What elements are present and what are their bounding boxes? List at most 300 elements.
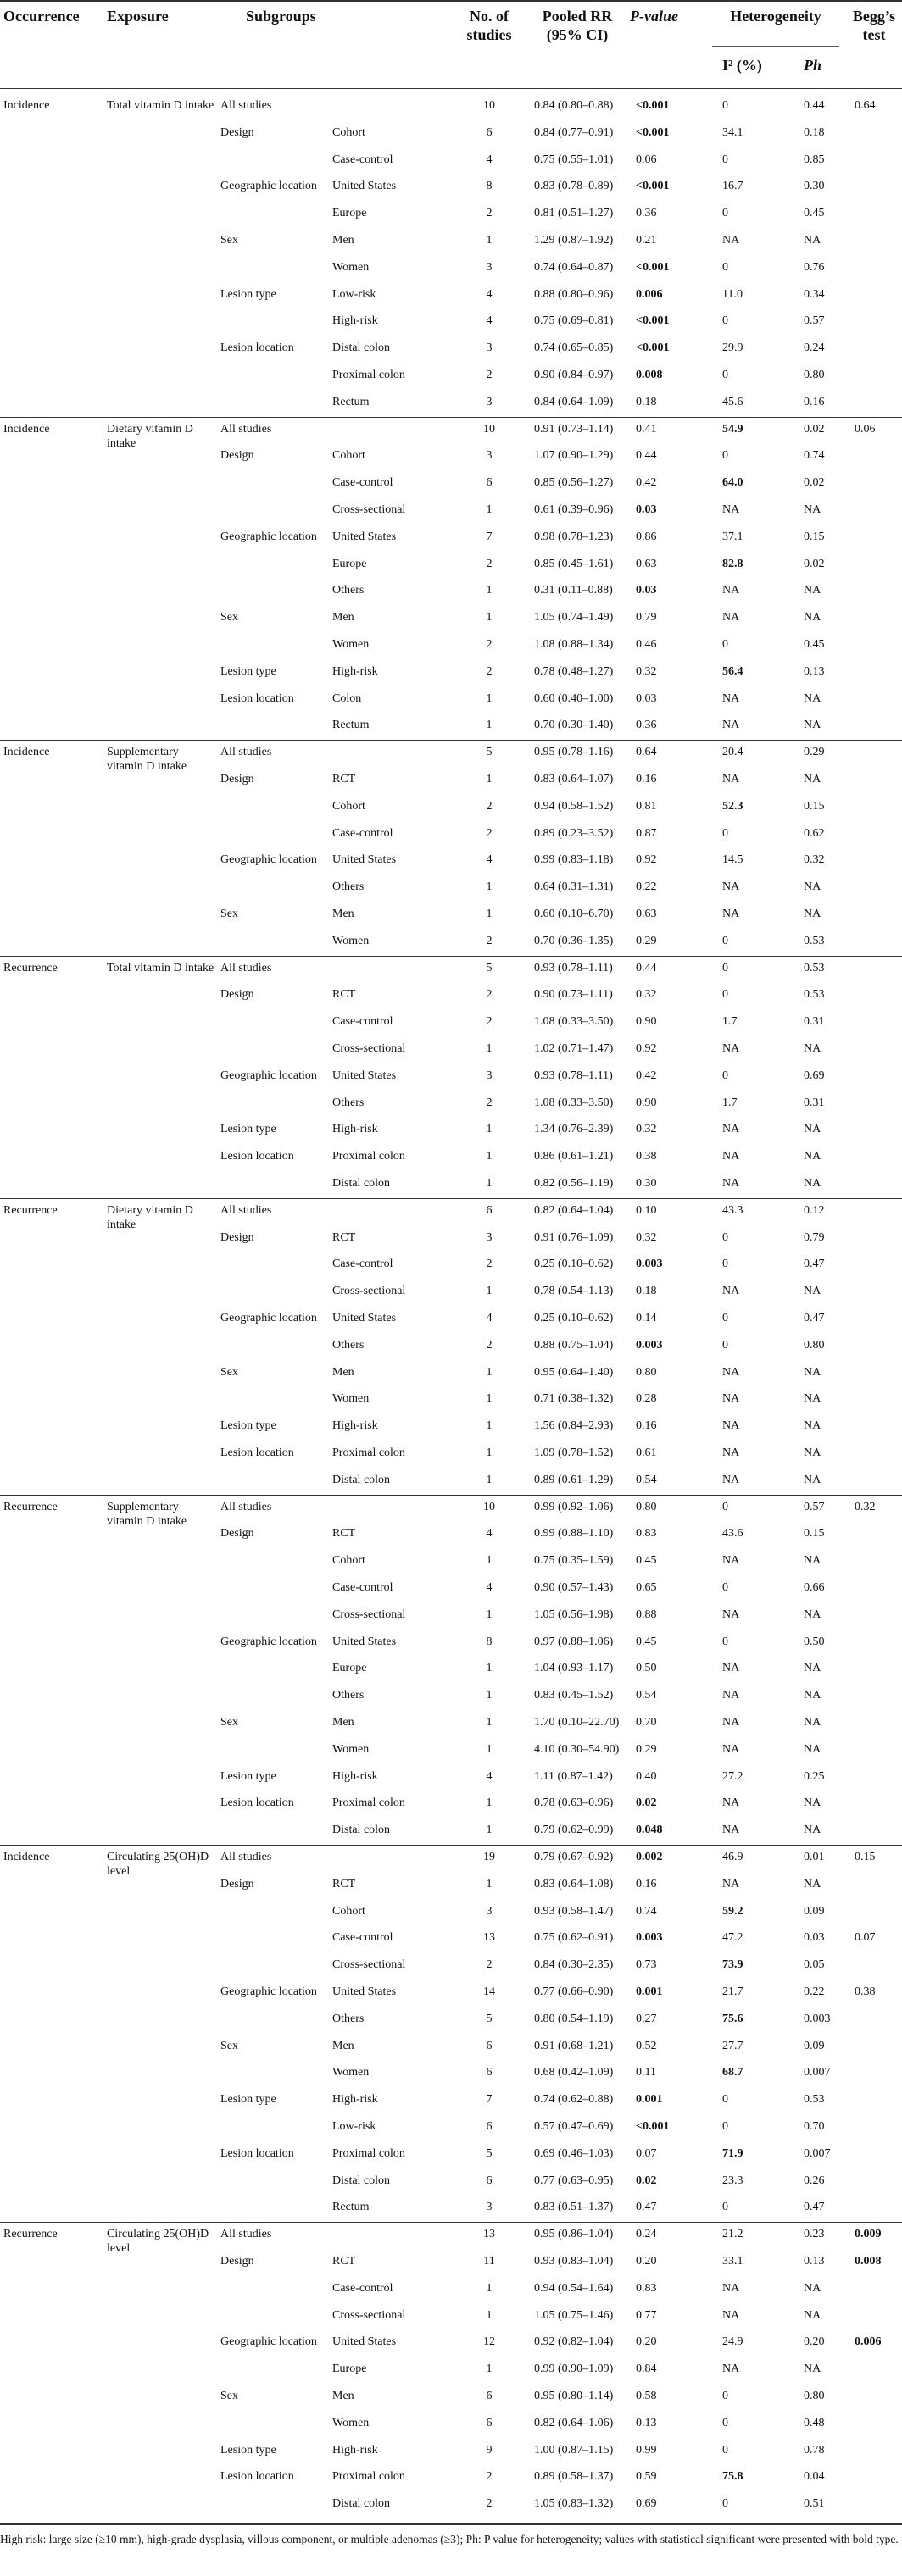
ph-value: NA [804, 584, 821, 597]
ph-value: NA [804, 1042, 821, 1055]
study-count: 7 [486, 530, 493, 543]
ph-value: NA [804, 1689, 821, 1702]
subgroup-name: Women [332, 2416, 370, 2429]
ph-value: NA [804, 2362, 821, 2376]
ph-value: NA [804, 880, 821, 894]
i2-value: 0 [722, 2390, 728, 2402]
ph-value: NA [804, 503, 821, 516]
pooled-rr: 0.89 (0.61–1.29) [534, 1473, 614, 1486]
study-count: 4 [486, 314, 493, 328]
group-separator [0, 417, 902, 418]
ph-value: 0.02 [804, 476, 825, 490]
pooled-rr: 0.84 (0.77–0.91) [534, 125, 614, 139]
p-value: 0.048 [636, 1824, 663, 1837]
group-separator [0, 740, 902, 741]
i2-value: 0 [722, 369, 728, 381]
subgroup-name: Men [332, 1716, 354, 1729]
subgroup-name: Case-control [332, 153, 393, 166]
i2-value: NA [722, 1285, 740, 1298]
ph-value: NA [804, 1446, 821, 1459]
study-count: 1 [486, 1177, 493, 1190]
pooled-rr: 0.83 (0.78–0.89) [534, 180, 614, 193]
study-count: 1 [486, 2308, 493, 2322]
subgroup-name: Proximal colon [332, 1150, 405, 1163]
subgroup-name: Proximal colon [332, 2146, 405, 2160]
subgroup-name: Europe [332, 1662, 367, 1675]
study-count: 4 [486, 1312, 493, 1324]
ph-value: 0.25 [804, 1769, 825, 1783]
i2-value: 75.8 [722, 2470, 743, 2484]
subgroup-name: Rectum [332, 395, 370, 408]
pooled-rr: 0.78 (0.54–1.13) [534, 1285, 614, 1298]
p-value: 0.42 [636, 1069, 657, 1082]
header-i2 [722, 56, 762, 75]
pooled-rr: 0.57 (0.47–0.69) [534, 2120, 614, 2133]
ph-value: NA [804, 1662, 821, 1675]
study-count: 6 [486, 2174, 493, 2187]
i2-value: 0 [722, 2201, 728, 2214]
subgroup-category: Sex [220, 2039, 238, 2052]
pooled-rr: 0.91 (0.68–1.21) [534, 2039, 614, 2052]
i2-value: 34.1 [722, 125, 743, 139]
p-value: 0.32 [636, 1230, 657, 1244]
study-count: 4 [486, 153, 493, 166]
subgroup-name: Distal colon [332, 341, 391, 355]
study-count: 4 [486, 1527, 493, 1541]
i2-value: 73.9 [722, 1958, 743, 1972]
subgroup-category: All studies [220, 99, 272, 112]
subgroup-name: Men [332, 2039, 354, 2052]
study-count: 8 [486, 180, 493, 193]
i2-value: NA [722, 1554, 740, 1568]
pooled-rr: 0.83 (0.64–1.07) [534, 773, 614, 786]
i2-value: NA [722, 1662, 740, 1675]
i2-value: NA [722, 691, 740, 705]
pooled-rr: 0.93 (0.78–1.11) [534, 1069, 613, 1082]
subgroup-category: All studies [220, 1851, 272, 1863]
pooled-rr: 0.99 (0.90–1.09) [534, 2362, 614, 2376]
ph-value: NA [804, 2281, 821, 2295]
group-separator [0, 1845, 902, 1846]
study-count: 10 [483, 99, 495, 112]
ph-value: 0.15 [804, 799, 825, 813]
p-value: 0.13 [636, 2416, 657, 2429]
pooled-rr: 1.02 (0.71–1.47) [534, 1042, 614, 1055]
i2-value: NA [722, 1689, 740, 1702]
pooled-rr: 0.25 (0.10–0.62) [534, 1312, 614, 1324]
p-value: 0.84 [636, 2362, 657, 2376]
ph-value: NA [804, 1365, 821, 1379]
subgroup-name: Distal colon [332, 1177, 391, 1190]
p-value: 0.81 [636, 799, 657, 813]
study-count: 1 [486, 1446, 493, 1459]
group-exposure: Total vitamin D intake [107, 99, 214, 112]
subgroup-category: Lesion type [220, 1419, 276, 1433]
i2-value: 27.2 [722, 1769, 743, 1783]
subgroup-name: Women [332, 1392, 370, 1406]
pooled-rr: 0.82 (0.64–1.06) [534, 2416, 614, 2429]
study-count: 5 [486, 961, 493, 974]
ph-value: NA [804, 1796, 821, 1810]
subgroup-category: Design [220, 773, 254, 786]
study-count: 6 [486, 2120, 493, 2133]
p-value: 0.28 [636, 1392, 657, 1406]
p-value: 0.46 [636, 638, 657, 651]
study-count: 2 [486, 207, 493, 220]
subgroup-category: Lesion type [220, 2443, 276, 2457]
ph-value: 0.53 [804, 2093, 825, 2107]
subgroup-category: Lesion location [220, 2146, 294, 2160]
p-value: 0.47 [636, 2201, 657, 2214]
ph-value: 0.80 [804, 2390, 825, 2402]
p-value: 0.001 [636, 1985, 663, 1998]
i2-value: NA [722, 1446, 740, 1459]
i2-value: NA [722, 1796, 740, 1810]
study-count: 2 [486, 638, 493, 651]
ph-value: 0.007 [804, 2146, 831, 2160]
study-count: 2 [486, 557, 493, 570]
pooled-rr: 0.93 (0.83–1.04) [534, 2255, 614, 2268]
subgroup-category: Sex [220, 611, 238, 625]
study-count: 4 [486, 287, 493, 301]
pooled-rr: 0.69 (0.46–1.03) [534, 2146, 614, 2160]
pooled-rr: 4.10 (0.30–54.90) [534, 1742, 620, 1756]
group-exposure: Circulating 25(OH)D level [107, 1851, 209, 1878]
i2-value: 0 [722, 961, 728, 974]
study-count: 4 [486, 1581, 493, 1594]
study-count: 1 [486, 1877, 493, 1890]
pooled-rr: 0.99 (0.92–1.06) [534, 1500, 614, 1513]
i2-value: 24.9 [722, 2335, 743, 2349]
study-count: 1 [486, 1285, 493, 1298]
subgroup-category: Lesion location [220, 691, 294, 705]
group-exposure: Supplementary vitamin D intake [107, 746, 187, 774]
study-count: 10 [483, 422, 495, 436]
p-value: 0.003 [636, 1257, 663, 1271]
ph-value: NA [804, 908, 821, 920]
subgroup-name: RCT [332, 1527, 356, 1541]
i2-value: 37.1 [722, 530, 743, 543]
beggs-test-value: 0.64 [855, 99, 876, 112]
beggs-test-value: 0.008 [855, 2255, 882, 2268]
subgroup-category: Geographic location [220, 180, 317, 193]
ph-value: 0.03 [804, 1931, 825, 1945]
pooled-rr: 0.84 (0.64–1.09) [534, 395, 614, 408]
p-value: 0.16 [636, 1877, 657, 1890]
subgroup-name: High-risk [332, 664, 378, 678]
study-count: 1 [486, 1554, 493, 1568]
study-count: 2 [486, 826, 493, 840]
subgroup-category: Design [220, 2255, 254, 2268]
ph-value: 0.48 [804, 2416, 825, 2429]
pooled-rr: 0.75 (0.62–0.91) [534, 1931, 614, 1945]
pooled-rr: 0.95 (0.80–1.14) [534, 2390, 614, 2402]
group-separator [0, 1495, 902, 1496]
study-count: 14 [483, 1985, 495, 1998]
ph-value: NA [804, 1419, 821, 1433]
ph-value: NA [804, 1150, 821, 1163]
heterogeneity-rule [712, 46, 839, 47]
study-count: 4 [486, 1769, 493, 1783]
study-count: 1 [486, 611, 493, 625]
study-count: 1 [486, 1796, 493, 1810]
group-exposure: Dietary vitamin D intake [107, 422, 193, 450]
subgroup-category: All studies [220, 961, 272, 974]
subgroup-category: Lesion type [220, 287, 276, 301]
study-count: 8 [486, 1635, 493, 1648]
p-value: 0.50 [636, 1662, 657, 1675]
ph-value: NA [804, 1473, 821, 1486]
p-value: 0.16 [636, 773, 657, 786]
i2-value: 11.0 [722, 287, 743, 301]
i2-value: 23.3 [722, 2174, 743, 2187]
subgroup-name: Others [332, 1689, 365, 1702]
subgroup-name: High-risk [332, 314, 378, 328]
i2-value: 82.8 [722, 557, 743, 570]
pooled-rr: 0.97 (0.88–1.06) [534, 1635, 614, 1648]
ph-value: 0.13 [804, 664, 825, 678]
p-value: 0.61 [636, 1446, 657, 1459]
pooled-rr: 1.07 (0.90–1.29) [534, 449, 614, 463]
subgroup-name: United States [332, 1069, 397, 1082]
pooled-rr: 0.89 (0.23–3.52) [534, 826, 614, 840]
subgroup-name: Proximal colon [332, 1796, 405, 1810]
bottom-rule [0, 2523, 902, 2525]
i2-value: NA [722, 1419, 740, 1433]
pooled-rr: 0.84 (0.30–2.35) [534, 1958, 614, 1972]
group-occurrence: Recurrence [3, 1500, 58, 1513]
study-count: 6 [486, 125, 493, 139]
pooled-rr: 0.68 (0.42–1.09) [534, 2066, 614, 2079]
p-value: 0.45 [636, 1554, 657, 1568]
subgroup-name: Distal colon [332, 1473, 391, 1486]
subgroup-name: Distal colon [332, 1824, 391, 1837]
ph-value: 0.12 [804, 1203, 825, 1217]
header-i2-label: I² (%) [722, 57, 762, 74]
subgroup-name: RCT [332, 2255, 356, 2268]
i2-value: 0 [722, 638, 728, 651]
study-count: 6 [486, 2039, 493, 2052]
group-exposure: Supplementary vitamin D intake [107, 1500, 187, 1528]
study-count: 1 [486, 880, 493, 894]
ph-value: 0.24 [804, 341, 825, 355]
pooled-rr: 0.91 (0.73–1.14) [534, 422, 614, 436]
p-value: 0.42 [636, 476, 657, 490]
ph-value: 0.05 [804, 1958, 825, 1972]
pooled-rr: 1.08 (0.88–1.34) [534, 638, 614, 651]
subgroup-category: Lesion location [220, 341, 294, 355]
ph-value: 0.31 [804, 1096, 825, 1109]
subgroup-category: Geographic location [220, 1069, 317, 1082]
i2-value: 0 [722, 1581, 728, 1594]
ph-value: 0.09 [804, 1904, 825, 1918]
subgroup-category: Lesion type [220, 2093, 276, 2107]
p-value: 0.38 [636, 1150, 657, 1163]
i2-value: 0 [722, 934, 728, 947]
header-pooled-rr: Pooled RR (95% CI) [542, 8, 613, 43]
subgroup-category: Sex [220, 2390, 238, 2402]
ph-value: 0.16 [804, 395, 825, 408]
i2-value: 0 [722, 2120, 728, 2133]
pooled-rr: 0.82 (0.64–1.04) [534, 1203, 614, 1217]
i2-value: NA [722, 584, 740, 597]
beggs-test-value: 0.06 [855, 422, 876, 436]
ph-value: 0.79 [804, 1230, 825, 1244]
pooled-rr: 0.61 (0.39–0.96) [534, 503, 614, 516]
ph-value: 0.50 [804, 1635, 825, 1648]
subgroup-name: Others [332, 880, 365, 894]
study-count: 1 [486, 1662, 493, 1675]
study-count: 1 [486, 1824, 493, 1837]
study-count: 2 [486, 799, 493, 813]
group-occurrence: Incidence [3, 99, 50, 112]
subgroup-name: United States [332, 530, 397, 543]
beggs-test-value: 0.006 [855, 2335, 882, 2349]
study-count: 3 [486, 260, 493, 274]
p-value: 0.18 [636, 395, 657, 408]
p-value: 0.80 [636, 1365, 657, 1379]
study-count: 11 [483, 2255, 495, 2268]
pooled-rr: 0.82 (0.56–1.19) [534, 1177, 614, 1190]
subgroup-name: High-risk [332, 1769, 378, 1783]
group-exposure: Dietary vitamin D intake [107, 1203, 193, 1231]
i2-value: 0 [722, 988, 728, 1002]
p-value: 0.20 [636, 2255, 657, 2268]
subgroup-name: Cross-sectional [332, 1042, 406, 1055]
study-count: 2 [486, 1958, 493, 1972]
subgroup-name: Men [332, 611, 354, 625]
subgroup-name: United States [332, 1312, 397, 1324]
pooled-rr: 0.95 (0.86–1.04) [534, 2228, 614, 2241]
p-value: 0.90 [636, 1015, 657, 1029]
pooled-rr: 1.04 (0.93–1.17) [534, 1662, 614, 1675]
i2-value: 43.6 [722, 1527, 743, 1541]
p-value: 0.14 [636, 1312, 657, 1324]
i2-value: 0 [722, 1500, 728, 1513]
subgroup-name: Colon [332, 691, 362, 705]
i2-value: 59.2 [722, 1904, 743, 1918]
group-separator [0, 956, 902, 957]
subgroup-category: All studies [220, 746, 272, 759]
i2-value: NA [722, 2281, 740, 2295]
i2-value: 0 [722, 314, 728, 328]
subgroup-name: Women [332, 2066, 370, 2079]
i2-value: 56.4 [722, 664, 743, 678]
p-value: 0.006 [636, 287, 663, 301]
group-occurrence: Recurrence [3, 2228, 58, 2241]
subgroup-name: Case-control [332, 1581, 393, 1594]
pooled-rr: 1.56 (0.84–2.93) [534, 1419, 614, 1433]
subgroup-name: RCT [332, 773, 356, 786]
p-value: 0.36 [636, 719, 657, 732]
p-value: 0.27 [636, 2012, 657, 2025]
subgroup-name: Others [332, 1338, 365, 1352]
p-value: 0.80 [636, 1500, 657, 1513]
study-count: 6 [486, 2390, 493, 2402]
group-occurrence: Incidence [3, 746, 50, 759]
header-p-value: P-value [630, 8, 678, 25]
i2-value: NA [722, 2308, 740, 2322]
pooled-rr: 0.79 (0.67–0.92) [534, 1851, 614, 1863]
ph-value: 0.09 [804, 2039, 825, 2052]
header-no-studies: No. of studies [466, 8, 512, 43]
subgroup-name: United States [332, 2335, 397, 2349]
header-exposure: Exposure [107, 8, 169, 25]
subgroup-name: Cohort [332, 1904, 365, 1918]
i2-value: 43.3 [722, 1203, 743, 1217]
ph-value: 0.76 [804, 260, 825, 274]
subgroup-name: Cross-sectional [332, 2308, 406, 2322]
pooled-rr: 0.90 (0.57–1.43) [534, 1581, 614, 1594]
subgroup-name: RCT [332, 1877, 356, 1890]
beggs-test-value: 0.15 [855, 1851, 876, 1863]
ph-value: 0.29 [804, 746, 825, 759]
i2-value: 27.7 [722, 2039, 743, 2052]
p-value: 0.59 [636, 2470, 657, 2484]
pooled-rr: 0.74 (0.64–0.87) [534, 260, 614, 274]
i2-value: NA [722, 1042, 740, 1055]
study-count: 3 [486, 2201, 493, 2214]
subgroup-name: Case-control [332, 1931, 393, 1945]
ph-value: 0.04 [804, 2470, 825, 2484]
ph-value: NA [804, 719, 821, 732]
i2-value: NA [722, 1877, 740, 1890]
i2-value: 54.9 [722, 422, 743, 436]
ph-value: 0.45 [804, 207, 825, 220]
study-count: 1 [486, 773, 493, 786]
p-value: <0.001 [636, 260, 670, 274]
study-count: 1 [486, 234, 493, 247]
i2-value: 75.6 [722, 2012, 743, 2025]
pooled-rr: 0.75 (0.55–1.01) [534, 153, 614, 166]
p-value: <0.001 [636, 125, 670, 139]
ph-value: NA [804, 1877, 821, 1890]
i2-value: 0 [722, 153, 728, 166]
p-value: 0.21 [636, 234, 657, 247]
pooled-rr: 0.95 (0.78–1.16) [534, 746, 614, 759]
subgroup-name: High-risk [332, 2443, 378, 2457]
study-count: 6 [486, 1203, 493, 1217]
ph-value: 0.47 [804, 2201, 825, 2214]
p-value: 0.41 [636, 422, 657, 436]
subgroup-name: Low-risk [332, 287, 376, 301]
subgroup-name: Men [332, 234, 354, 247]
i2-value: NA [722, 1824, 740, 1837]
p-value: 0.32 [636, 1123, 657, 1136]
ph-value: 0.80 [804, 1338, 825, 1352]
i2-value: 21.7 [722, 1985, 743, 1998]
i2-value: 47.2 [722, 1931, 743, 1945]
ph-value: 0.57 [804, 1500, 825, 1513]
subgroup-category: Lesion location [220, 1796, 294, 1810]
pooled-rr: 1.09 (0.78–1.52) [534, 1446, 614, 1459]
subgroup-name: Others [332, 1096, 365, 1109]
subgroup-category: Geographic location [220, 1312, 317, 1324]
pooled-rr: 0.85 (0.45–1.61) [534, 557, 614, 570]
pooled-rr: 0.83 (0.64–1.08) [534, 1877, 614, 1890]
i2-value: NA [722, 503, 740, 516]
ph-value: 0.57 [804, 314, 825, 328]
study-count: 1 [486, 1473, 493, 1486]
i2-value: 0 [722, 2093, 728, 2107]
ph-value: 0.53 [804, 961, 825, 974]
i2-value: 71.9 [722, 2146, 743, 2160]
subgroup-name: United States [332, 1985, 397, 1998]
subgroup-name: Cross-sectional [332, 503, 406, 516]
subgroup-name: Europe [332, 2362, 367, 2376]
subgroup-category: Design [220, 1877, 254, 1890]
p-value: 0.64 [636, 746, 657, 759]
